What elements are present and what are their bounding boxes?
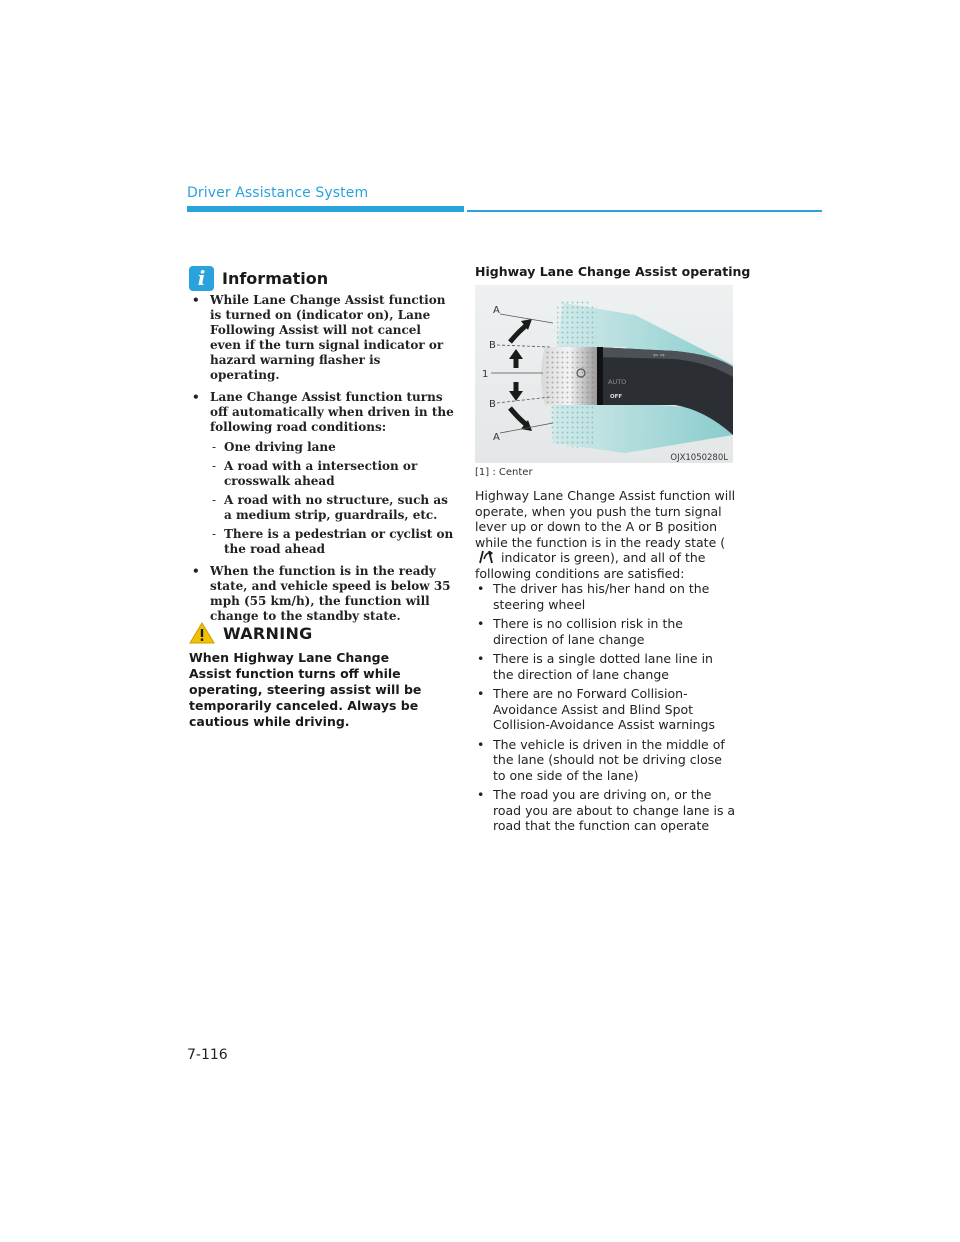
info-icon: i <box>189 266 214 291</box>
condition-item: • The road you are driving on, or the road you are about to change lane is a road that the function can operate <box>475 787 737 834</box>
warning-body: When Highway Lane Change Assist function turns off while operating, steering assist will be temporarily canceled. Always be cautious while driving. <box>189 650 422 729</box>
road-condition-item: - There is a pedestrian or cyclist on the road ahead <box>210 527 454 557</box>
figure-caption: [1] : Center <box>475 467 533 478</box>
turn-signal-lever-figure <box>475 285 733 463</box>
condition-item: • There are no Forward Collision-Avoidance Assist and Blind Spot Collision-Avoidance Assist warnings <box>475 686 737 733</box>
warning-heading <box>189 621 313 645</box>
label-center: 1 <box>482 369 489 380</box>
lever-off-text: OFF <box>610 394 623 400</box>
lever-auto-text: AUTO <box>608 378 627 386</box>
page-number: 7-116 <box>187 1047 228 1063</box>
label-b-top: B <box>489 340 496 351</box>
header-rule-thin <box>467 210 822 212</box>
lane-change-indicator-icon <box>475 550 497 564</box>
road-condition-item: - A road with a intersection or crosswalk ahead <box>210 459 454 489</box>
warning-triangle-icon <box>189 621 215 645</box>
information-list <box>189 293 454 631</box>
condition-list <box>475 581 737 838</box>
road-condition-list <box>210 440 454 557</box>
label-a-bottom: A <box>493 432 500 443</box>
road-condition-item: - One driving lane <box>210 440 454 455</box>
information-title: Information <box>222 269 329 288</box>
information-item: • While Lane Change Assist function is turned on (indicator on), Lane Following Assist will not cancel even if the turn signal indicator or hazard warning flasher is operating. <box>189 293 454 383</box>
header-rule-bold <box>187 206 464 212</box>
information-item: • Lane Change Assist function turns off automatically when driven in the following road conditions: - One driving lane - A road with a intersection or crosswalk ahead - A road with no structure, such as a medium strip, guardrails, etc. - There is a pedestrian or cyclist on the road ahead <box>189 390 454 557</box>
condition-item: • There is a single dotted lane line in the direction of lane change <box>475 651 737 682</box>
condition-item: • The vehicle is driven in the middle of the lane (should not be driving close to one side of the lane) <box>475 737 737 784</box>
label-b-bottom: B <box>489 399 496 410</box>
information-heading <box>189 266 328 291</box>
condition-item: • There is no collision risk in the direction of lane change <box>475 616 737 647</box>
operating-heading: Highway Lane Change Assist operating <box>475 264 751 279</box>
road-condition-item: - A road with no structure, such as a medium strip, guardrails, etc. <box>210 493 454 523</box>
svg-text:⇦ ⇨: ⇦ ⇨ <box>653 352 665 359</box>
lever-illustration <box>475 285 733 463</box>
information-item: • When the function is in the ready state, and vehicle speed is below 35 mph (55 km/h), the function will change to the standby state. <box>189 564 454 624</box>
section-title: Driver Assistance System <box>187 185 369 201</box>
figure-code: OJX1050280L <box>670 453 728 463</box>
warning-title: WARNING <box>223 623 313 643</box>
condition-item: • The driver has his/her hand on the steering wheel <box>475 581 737 612</box>
operating-paragraph: Highway Lane Change Assist function will operate, when you push the turn signal lever up or down to the A or B position while the function is in the ready state ( indicator is green), and all of the following conditions are satisfied: <box>475 488 736 581</box>
label-a-top: A <box>493 305 500 316</box>
